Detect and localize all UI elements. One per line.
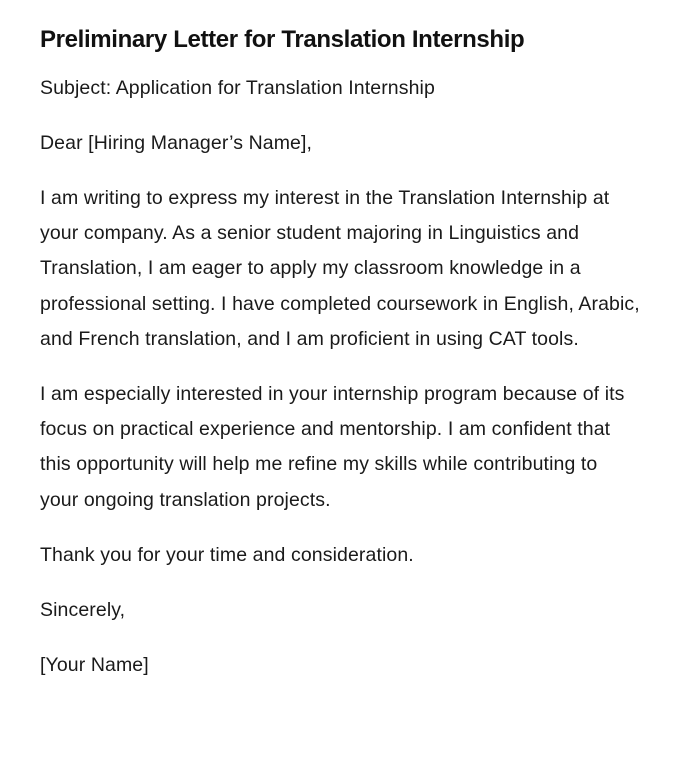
signature-name: [Your Name] — [40, 653, 149, 676]
letter-document — [40, 22, 640, 703]
body-paragraph-2: I am especially interested in your internship program because of its focus on practical experience and mentorship. I am confident that this opportunity will help me refine my skills while contributing to your ongoing translation projects. — [40, 383, 625, 511]
document-title: Preliminary Letter for Translation Internship — [40, 26, 525, 53]
subject-line: Subject: Application for Translation Internship — [40, 77, 435, 99]
sign-off: Sincerely, — [40, 598, 126, 621]
salutation: Dear [Hiring Manager’s Name], — [40, 132, 313, 154]
closing-line: Thank you for your time and consideration. — [40, 543, 414, 566]
body-paragraph-1: I am writing to express my interest in the Translation Internship at your company. As a senior student majoring in Linguistics and Translation, I am eager to apply my classroom knowledge in a professional setting. I have completed coursework in English, Arabic, and French translation, and I am proficient in using CAT tools. — [40, 187, 640, 350]
